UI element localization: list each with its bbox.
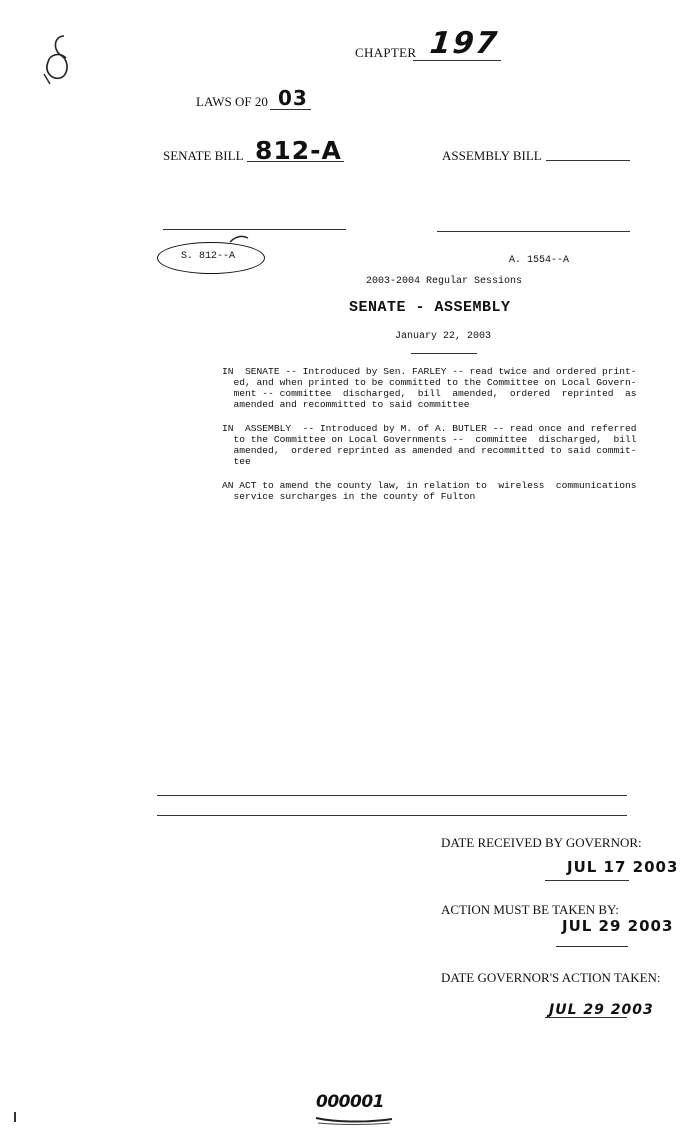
chapter-label: CHAPTER	[355, 45, 417, 60]
laws-year-underline	[270, 109, 311, 110]
assembly-paragraph-line: IN ASSEMBLY -- Introduced by M. of A. BUTLER -- read once and referred	[222, 423, 637, 434]
action-taken-underline	[545, 1017, 627, 1018]
senate-paragraph-line: IN SENATE -- Introduced by Sen. FARLEY -- read twice and ordered print-	[222, 366, 637, 377]
date-received-label: DATE RECEIVED BY GOVERNOR:	[441, 835, 642, 850]
senate-paragraph-line: ed, and when printed to be committed to the Committee on Local Govern-	[222, 377, 637, 388]
laws-year: 03	[278, 86, 308, 110]
bill-date: January 22, 2003	[395, 331, 492, 342]
assembly-paragraph	[222, 423, 662, 467]
chapter-number: 197	[428, 26, 501, 61]
circle-tick-icon	[228, 232, 250, 246]
senate-bill-underline	[247, 161, 344, 162]
separator-line-upper	[157, 795, 627, 796]
assembly-paragraph-line: amended, ordered reprinted as amended and recommitted to said commit-	[222, 445, 637, 456]
assembly-paragraph-line: tee	[222, 456, 251, 467]
separator-line-lower	[157, 815, 627, 816]
page-stamp-number: 000001	[316, 1092, 384, 1112]
assembly-bill-label: ASSEMBLY BILL	[442, 148, 542, 163]
assembly-blank-line	[437, 231, 630, 232]
assembly-paragraph-line: to the Committee on Local Governments -- committee discharged, bill	[222, 434, 637, 445]
senate-bill-label: SENATE BILL	[163, 148, 244, 163]
action-taken-stamp: JUL 29 2003	[549, 1002, 654, 1018]
margin-mark	[14, 1112, 16, 1122]
handwritten-mark-icon	[38, 32, 82, 88]
date-received-underline	[545, 880, 629, 881]
chapter-underline	[413, 60, 501, 61]
senate-paragraph-line: ment -- committee discharged, bill amended, ordered reprinted as	[222, 388, 637, 399]
assembly-ref: A. 1554--A	[509, 255, 570, 266]
senate-paragraph	[222, 366, 662, 410]
assembly-bill-underline	[546, 160, 630, 161]
senate-paragraph-line: amended and recommitted to said committee	[222, 399, 470, 410]
laws-label: LAWS OF 20	[196, 94, 268, 109]
act-paragraph-line: AN ACT to amend the county law, in relation to wireless communications	[222, 480, 637, 491]
action-deadline-stamp: JUL 29 2003	[562, 917, 674, 935]
act-paragraph-line: service surcharges in the county of Fulton	[222, 491, 476, 502]
date-received-stamp: JUL 17 2003	[567, 858, 679, 876]
senate-bill-number: 812-A	[255, 136, 342, 165]
act-paragraph	[222, 480, 662, 502]
action-taken-label: DATE GOVERNOR'S ACTION TAKEN:	[441, 970, 661, 985]
senate-blank-line	[163, 229, 346, 230]
stamp-underline-icon	[314, 1114, 394, 1126]
action-deadline-underline	[556, 946, 628, 947]
session-label: 2003-2004 Regular Sessions	[366, 276, 523, 287]
senate-ref: S. 812--A	[181, 251, 236, 262]
date-divider	[411, 353, 477, 354]
bill-title: SENATE - ASSEMBLY	[349, 299, 511, 316]
action-deadline-label: ACTION MUST BE TAKEN BY:	[441, 902, 619, 917]
